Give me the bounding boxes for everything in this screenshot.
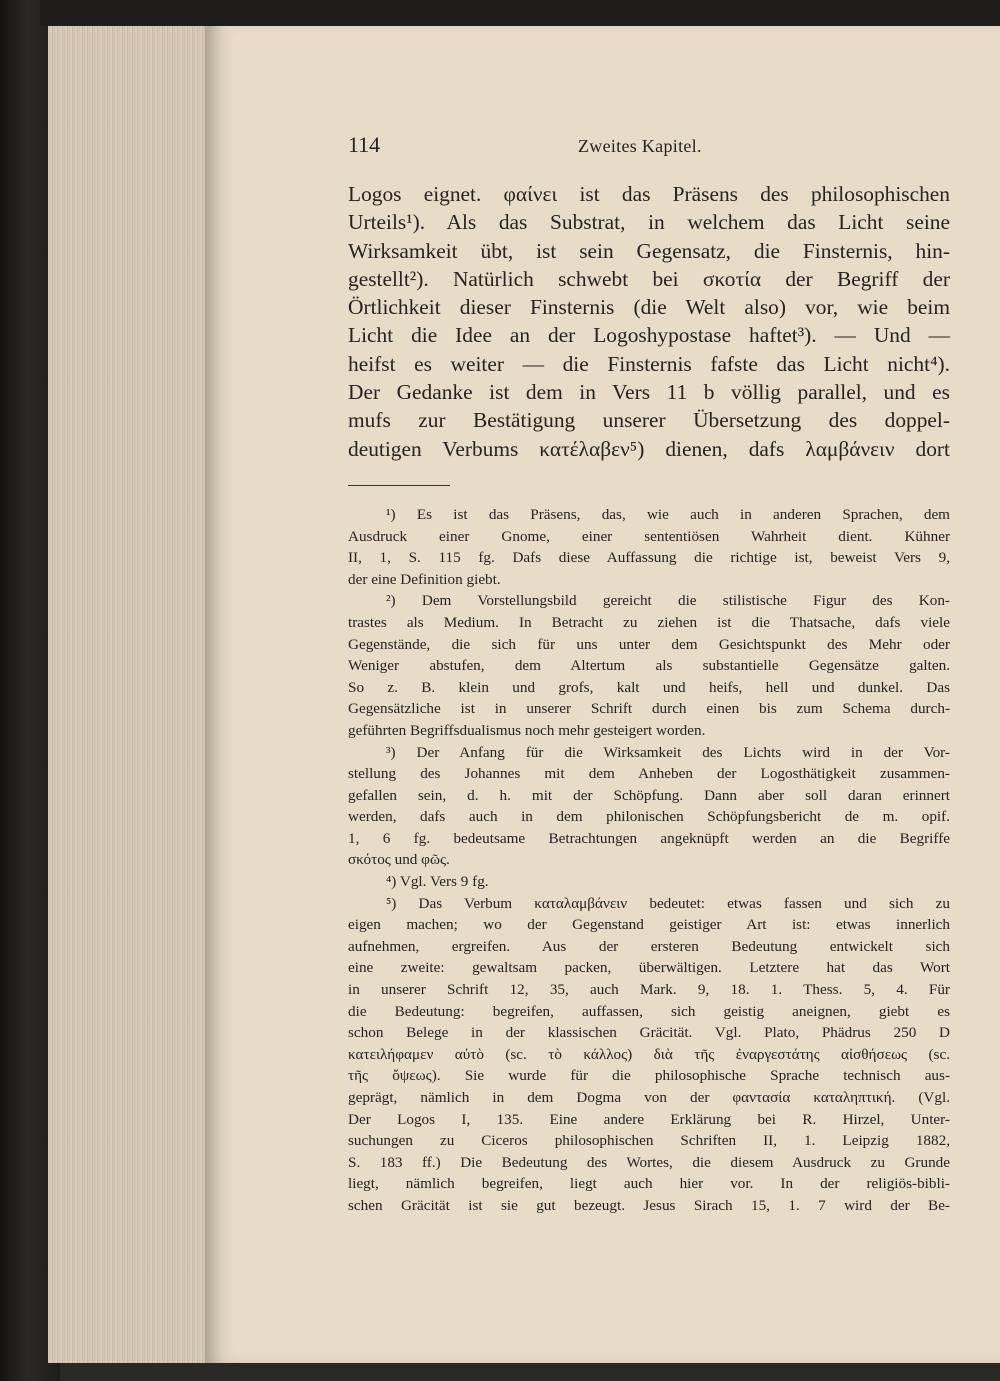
footnote-line: werden, dafs auch in dem philonischen Schöpfungsbericht de m. opif.	[348, 808, 950, 826]
footnote-line: eigen machen; wo der Gegenstand geistiger Art ist: etwas innerlich	[348, 916, 950, 934]
page-content	[348, 128, 950, 1217]
footnotes	[348, 504, 950, 1217]
footnote-line: So z. B. klein und grofs, kalt und heifs, hell und dunkel. Das	[348, 678, 950, 696]
footnote-line: suchungen zu Ciceros philosophischen Schriften II, 1. Leipzig 1882,	[348, 1132, 950, 1150]
top-shadow-band	[40, 0, 1000, 26]
footnote-line: σκότος und φῶς.	[348, 851, 450, 869]
running-title: Zweites Kapitel.	[578, 136, 702, 156]
text-line: deutigen Verbums κατέλαβεν⁵) dienen, dafs λαμβάνειν dort	[348, 436, 950, 461]
text-line: Urteils¹). Als das Substrat, in welchem das Licht seine	[348, 210, 950, 235]
footnote-line: Weniger abstufen, dem Altertum als substantielle Gegensätze galten.	[348, 657, 950, 675]
footnote-line: der eine Definition giebt.	[348, 570, 501, 588]
page-stack-edges	[48, 18, 213, 1363]
footnote-line: die Bedeutung: begreifen, auffassen, sich geistig aneignen, giebt es	[348, 1002, 950, 1020]
footnote-line: Der Logos I, 135. Eine andere Erklärung bei R. Hirzel, Unter-	[348, 1110, 950, 1128]
text-line: Der Gedanke ist dem in Vers 11 b völlig parallel, und es	[348, 380, 950, 405]
footnote-line: liegt, nämlich begreifen, liegt auch hier vor. In der religiös-bibli-	[348, 1175, 950, 1193]
footnote-rule	[348, 485, 450, 486]
footnote-line: in unserer Schrift 12, 35, auch Mark. 9, 18. 1. Thess. 5, 4. Für	[348, 981, 950, 999]
footnote-line: τῆς ὄψεως). Sie wurde für die philosophische Sprache technisch aus-	[348, 1067, 950, 1085]
page-number: 114	[348, 132, 381, 157]
footnote-line: gefallen sein, d. h. mit der Schöpfung. Dann aber soll daran erinnert	[348, 786, 950, 804]
footnote-line: trastes als Medium. In Betracht zu ziehen ist die Thatsache, dafs viele	[348, 613, 950, 631]
footnote-line: ¹) Es ist das Präsens, das, wie auch in anderen Sprachen, dem	[386, 505, 950, 523]
footnote-line: ⁴) Vgl. Vers 9 fg.	[386, 873, 489, 891]
text-line: Wirksamkeit übt, ist sein Gegensatz, die Finsternis, hin-	[348, 238, 950, 263]
text-line: Logos eignet. φαίνει ist das Präsens des philosophischen	[348, 182, 950, 206]
text-line: Örtlichkeit dieser Finsternis (die Welt also) vor, wie beim	[348, 295, 950, 320]
footnote-line: S. 183 ff.) Die Bedeutung des Wortes, die diesem Ausdruck zu Grunde	[348, 1153, 950, 1171]
footnote-line: schen Gräcität ist sie gut bezeugt. Jesus Sirach 15, 1. 7 wird der Be-	[348, 1196, 950, 1214]
page-header	[348, 128, 950, 168]
main-text	[348, 180, 950, 463]
footnote-line: aufnehmen, ergreifen. Aus der ersteren Bedeutung entwickelt sich	[348, 937, 950, 955]
footnote-line: Gegenstände, die sich für uns unter dem Gesichtspunkt des Mehr oder	[348, 635, 950, 653]
footnote-line: Gegensätzliche ist in unserer Schrift durch einen bis zum Schema durch-	[348, 700, 950, 718]
footnote-line: ²) Dem Vorstellungsbild gereicht die stilistische Figur des Kon-	[386, 592, 950, 610]
footnote-line: 1, 6 fg. bedeutsame Betrachtungen angeknüpft werden an die Begriffe	[348, 829, 950, 847]
footnote-line: ⁵) Das Verbum καταλαμβάνειν bedeutet: etwas fassen und sich zu	[386, 894, 950, 912]
footnote-line: II, 1, S. 115 fg. Dafs diese Auffassung die richtige ist, beweist Vers 9,	[348, 549, 950, 567]
footnote-line: geprägt, nämlich in dem Dogma von der φαντασία καταληπτική. (Vgl.	[348, 1089, 950, 1106]
footnote-line: schon Belege in der klassischen Gräcität. Vgl. Plato, Phädrus 250 D	[348, 1024, 950, 1042]
footnote-line: ³) Der Anfang für die Wirksamkeit des Lichts wird in der Vor-	[386, 743, 950, 761]
footnote-line: Ausdruck einer Gnome, einer sententiösen Wahrheit dient. Kühner	[348, 527, 950, 545]
footnote-line: stellung des Johannes mit dem Anheben der Logosthätigkeit zusammen-	[348, 765, 950, 783]
footnote-line: eine zweite: gewaltsam packen, überwältigen. Letztere hat das Wort	[348, 959, 950, 977]
text-line: gestellt²). Natürlich schwebt bei σκοτία der Begriff der	[348, 266, 950, 291]
text-line: mufs zur Bestätigung unserer Übersetzung des doppel-	[348, 408, 950, 433]
text-line: Licht die Idee an der Logoshypostase haftet³). — Und —	[348, 323, 950, 348]
footnote-line: κατειλήφαμεν αὐτὸ (sc. τὸ κάλλος) διὰ τῆς ἐναργεστάτης αἰσθήσεως (sc.	[348, 1045, 950, 1063]
footnote-line: geführten Begriffsdualismus noch mehr gesteigert worden.	[348, 721, 706, 739]
text-line: heifst es weiter — die Finsternis fafste das Licht nicht⁴).	[348, 351, 950, 376]
